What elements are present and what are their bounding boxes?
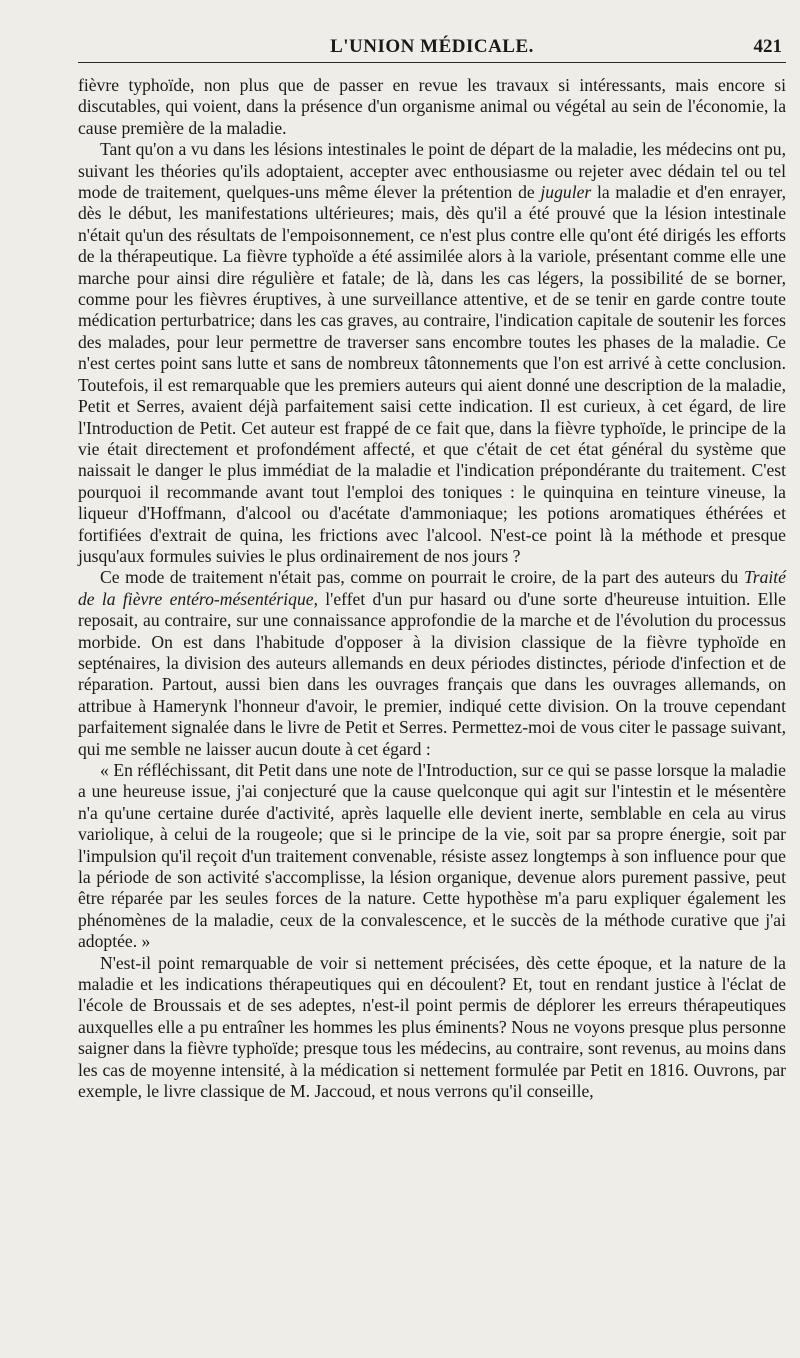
paragraph <box>78 953 786 1103</box>
article-body <box>78 75 786 1103</box>
text-run: fièvre typhoïde, non plus que de passer en revue les travaux si intéressants, mais encore si discutables, qui voient, dans la présence d'un organisme animal ou végétal au sein de l'économie, la cause première de la maladie. <box>78 75 786 138</box>
italic-text: juguler <box>540 182 592 203</box>
text-run: N'est-il point remarquable de voir si nettement précisées, dès cette époque, et la nature de la maladie et les indications thérapeutiques qui en découlent? Et, tout en rendant justice à l'éclat de l'école de Broussais et de ses adeptes, n'est-il point permis de déplorer les erreurs thérapeutiques auxquelles elle a pu entraîner les hommes les plus éminents? Nous ne voyons presque plus personne saigner dans la fièvre typhoïde; presque tous les médecins, au contraire, sont revenus, au moins dans les cas de moyenne intensité, à la médication si nettement formulée par Petit en 1816. Ouvrons, par exemple, le livre classique de M. Jaccoud, et nous verrons qu'il conseille, <box>78 952 786 1102</box>
paragraph <box>78 75 786 139</box>
italic-text: Traité de la fièvre entéro-mésentérique <box>78 567 786 609</box>
page-number: 421 <box>753 36 782 57</box>
running-title: L'UNION MÉDICALE. <box>330 36 534 57</box>
text-run: , l'effet d'un pur hasard ou d'une sorte d'heureuse intuition. Elle reposait, au contraire, sur une connaissance approfondie de la marche et de l'évolution du processus morbide. On est dans l'habitude d'opposer à la division classique de la fièvre typhoïde en septénaires, la division des auteurs allemands en deux périodes distinctes, période d'infection et de réparation. Partout, aussi bien dans les ouvrages français que dans les ouvrages allemands, on attribue à Hamerynk l'honneur d'avoir, le premier, indiqué cette division. On la trouve cependant parfaitement signalée dans le livre de Petit et Serres. Permettez-moi de vous citer le passage suivant, qui me semble ne laisser aucun doute à cet égard : <box>78 588 786 759</box>
paragraph <box>78 760 786 953</box>
text-run: Tant qu'on a vu dans les lésions intestinales le point de départ de la maladie, les médecins ont pu, suivant les théories qu'ils adoptaient, accepter avec enthousiasme ou rejeter avec dédain tel ou tel mode de traitement, quelques-uns même élever la prétention de <box>78 139 786 203</box>
page-header <box>78 0 786 63</box>
paragraph <box>78 567 786 760</box>
paragraph <box>78 139 786 567</box>
text-run: « En réfléchissant, dit Petit dans une note de l'Introduction, sur ce qui se passe lorsque la maladie a une heureuse issue, j'ai conjecturé que la cause quelconque qui agit sur l'intestin et le mésentère n'a qu'une certaine durée d'activité, après laquelle elle devient inerte, semblable en cela au virus variolique, à celui de la rougeole; que si le principe de la vie, soit par sa propre énergie, soit par l'impulsion qu'il reçoit d'un traitement convenable, résiste assez longtemps à son influence pour que la période de son activité s'accomplisse, la lésion organique, devenue alors purement passive, peut être réparée par les seules forces de la nature. Cette hypothèse m'a paru expliquer également les phénomènes de la maladie, ceux de la convalescence, et le succès de la méthode curative que j'ai adoptée. » <box>78 760 786 952</box>
text-run: la maladie et d'en enrayer, dès le début, les manifestations ultérieures; mais, dès qu'il a été prouvé que la lésion intestinale n'était qu'un des résultats de l'empoisonnement, ce n'est plus contre elle qu'ont été dirigés les efforts de la thérapeutique. La fièvre typhoïde a été assimilée alors à la variole, présentant comme elle une marche pour ainsi dire régulière et fatale; de là, dans les cas légers, la possibilité de se borner, comme pour les fièvres éruptives, à une surveillance attentive, et de se tenir en garde contre toute médication perturbatrice; dans les cas graves, au contraire, l'indication capitale de soutenir les forces des malades, pour leur permettre de traverser sans encombre toutes les phases de la maladie. Ce n'est certes point sans lutte et sans de nombreux tâtonnements que l'on est arrivé à cette conclusion. Toutefois, il est remarquable que les premiers auteurs qui aient donné une description de la maladie, Petit et Serres, avaient déjà parfaitement saisi cette indication. Il est curieux, à cet égard, de lire l'Introduction de Petit. Cet auteur est frappé de ce fait que, dans la fièvre typhoïde, le principe de la vie était directement et profondément affecté, et que c'était de cet état général du système que naissait le danger le plus immédiat de la maladie et l'indication prépondérante du traitement. C'est pourquoi il recommande avant tout l'emploi des toniques : le quinquina en teinture vineuse, la liqueur d'Hoffmann, d'alcool ou d'acétate d'ammoniaque; les potions aromatiques éthérées et fortifiées d'extrait de quina, les frictions avec l'alcool. N'est-ce point là la méthode et presque jusqu'aux formules suivies le plus ordinairement de nos jours ? <box>78 182 786 566</box>
text-run: Ce mode de traitement n'était pas, comme on pourrait le croire, de la part des auteurs du <box>100 567 744 588</box>
